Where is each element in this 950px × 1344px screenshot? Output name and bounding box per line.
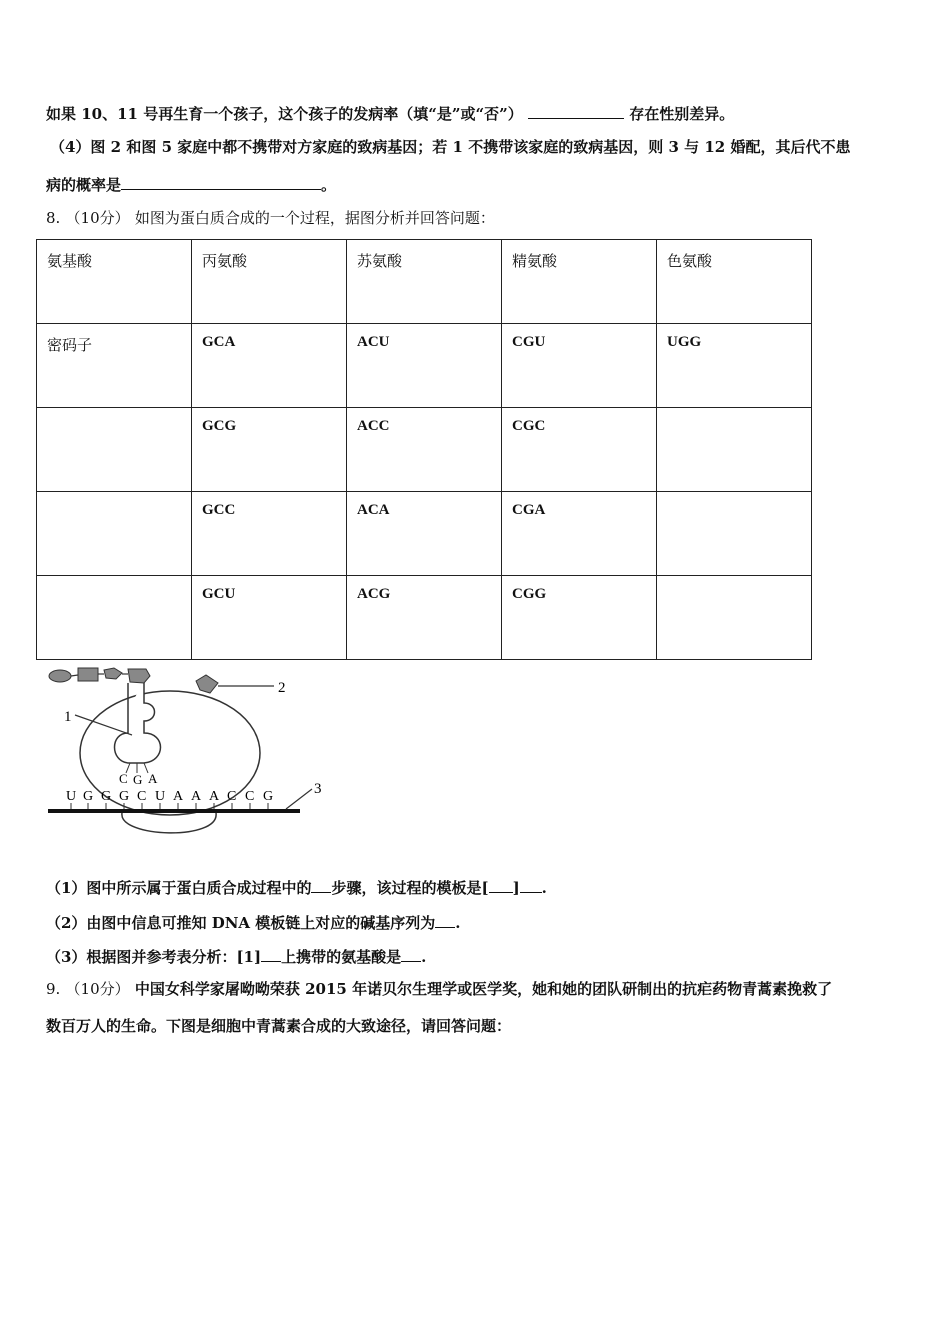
text-span: DNA [211,914,251,932]
table-cell: GCC [192,492,347,576]
table-cell [657,492,812,576]
table-cell: GCA [192,324,347,408]
table-row [37,576,812,660]
text-span: 存在性别差异。 [629,105,735,123]
translation-diagram [40,663,340,848]
question-number: 8. [46,209,61,227]
mrna-base: A [191,789,202,804]
table-cell: CGU [502,324,657,408]
text-span: 不携带该家庭的致病基因，则 [468,138,664,156]
text-line-2 [50,137,850,157]
question-text: 如图为蛋白质合成的一个过程，据图分析并回答问题： [134,209,495,227]
question-8-header [46,208,495,228]
free-amino-acid-shape [196,675,218,693]
answer-blank[interactable] [121,173,321,190]
ribosome-small-subunit [122,813,216,833]
label-2: 2 [278,680,286,696]
mrna-base: C [245,789,255,804]
table-cell: ACC [347,408,502,492]
text-span: 婚配，其后代不患 [730,138,851,156]
answer-blank[interactable] [401,945,421,962]
text-span: . [541,879,547,897]
table-cell: CGG [502,576,657,660]
table-cell: ACA [347,492,502,576]
mrna-base: U [66,789,77,804]
table-cell [37,408,192,492]
table-cell: 苏氨酸 [347,240,502,324]
mrna-base: C [227,789,237,804]
text-line-3 [46,173,336,195]
text-span: 与 [684,138,700,156]
text-span: 5 [161,138,173,156]
mrna-base: A [173,789,184,804]
answer-blank[interactable] [261,945,281,962]
mrna-base: G [101,789,112,804]
text-span: 3 [668,138,679,156]
text-span: 2015 [305,980,347,998]
table-cell: GCG [192,408,347,492]
mrna-base: U [155,789,166,804]
answer-blank[interactable] [489,876,513,893]
text-span: 1 [452,138,463,156]
text-span: 数百万人的生命。下图是细胞中青蒿素合成的大致途径，请回答问题： [46,1017,512,1035]
table-cell: CGC [502,408,657,492]
mrna-base: G [83,789,94,804]
text-span: 步骤，该过程的模板是[ [331,879,489,897]
text-span: 2 [110,138,122,156]
question-score: （10分） [65,980,130,998]
trna-shape [115,683,161,763]
amino-acid-shape [78,668,98,681]
table-cell [37,492,192,576]
table-cell: 丙氨酸 [192,240,347,324]
anticodon-base: G [133,772,143,787]
answer-blank[interactable] [435,911,455,928]
table-cell: CGA [502,492,657,576]
table-cell: 氨基酸 [37,240,192,324]
text-span: ] [512,879,520,897]
table-row [37,492,812,576]
table-cell: ACU [347,324,502,408]
table-header-row [37,240,812,324]
mrna-base: C [137,789,147,804]
text-span: （4）图 [50,138,106,156]
table-cell [37,576,192,660]
text-span: 年诺贝尔生理学或医学奖，她和她的团队研制出的抗疟药物青蒿素挽救了 [352,980,833,998]
text-span: 中国女科学家屠呦呦荣获 [134,980,300,998]
text-span: 10、11 [81,105,138,123]
amino-acid-shape [104,668,122,679]
question-8-part-3 [46,945,426,967]
question-9-line-2 [46,1016,511,1036]
mrna-base: G [263,789,274,804]
question-8-part-1 [46,876,547,898]
text-span: 上携带的氨基酸是 [281,948,402,966]
codon-table [36,239,812,660]
text-span: 模板链上对应的碱基序列为 [255,914,436,932]
table-row [37,408,812,492]
question-score: （10分） [65,209,130,227]
mrna-bases [66,789,273,804]
mrna-base: G [119,789,130,804]
table-cell: UGG [657,324,812,408]
text-span: （2）由图中信息可推知 [46,914,207,932]
answer-blank[interactable] [528,102,624,119]
text-span: 家庭中都不携带对方家庭的致病基因；若 [177,138,448,156]
table-cell: 密码子 [37,324,192,408]
text-span: （1）图中所示属于蛋白质合成过程中的 [46,879,312,897]
table-cell: GCU [192,576,347,660]
label-3: 3 [314,781,322,797]
text-span: . [455,914,461,932]
answer-blank[interactable] [520,876,542,893]
text-span: 如果 [46,105,77,123]
table-cell: ACG [347,576,502,660]
text-span: （3）根据图并参考表分析：[1] [46,948,262,966]
text-line-1 [46,102,734,124]
text-span: 和图 [126,138,157,156]
text-span: . [421,948,427,966]
text-span: 号再生育一个孩子，这个孩子的发病率（填“是”或“否”） [143,105,523,123]
anticodon-base: C [119,771,128,786]
answer-blank[interactable] [311,876,331,893]
mrna-base: A [209,789,220,804]
amino-acid-shape [49,670,71,682]
table-cell: 色氨酸 [657,240,812,324]
table-cell: 精氨酸 [502,240,657,324]
text-span: 病的概率是 [46,176,122,194]
anticodon-base: A [148,771,158,786]
question-9-line-1 [46,979,832,999]
text-span: 。 [321,176,337,194]
question-8-part-2 [46,911,461,933]
label-1: 1 [64,709,72,725]
table-cell [657,408,812,492]
table-row [37,324,812,408]
text-span: 12 [704,138,726,156]
amino-acid-shape [128,669,150,683]
table-cell [657,576,812,660]
question-number: 9. [46,980,61,998]
